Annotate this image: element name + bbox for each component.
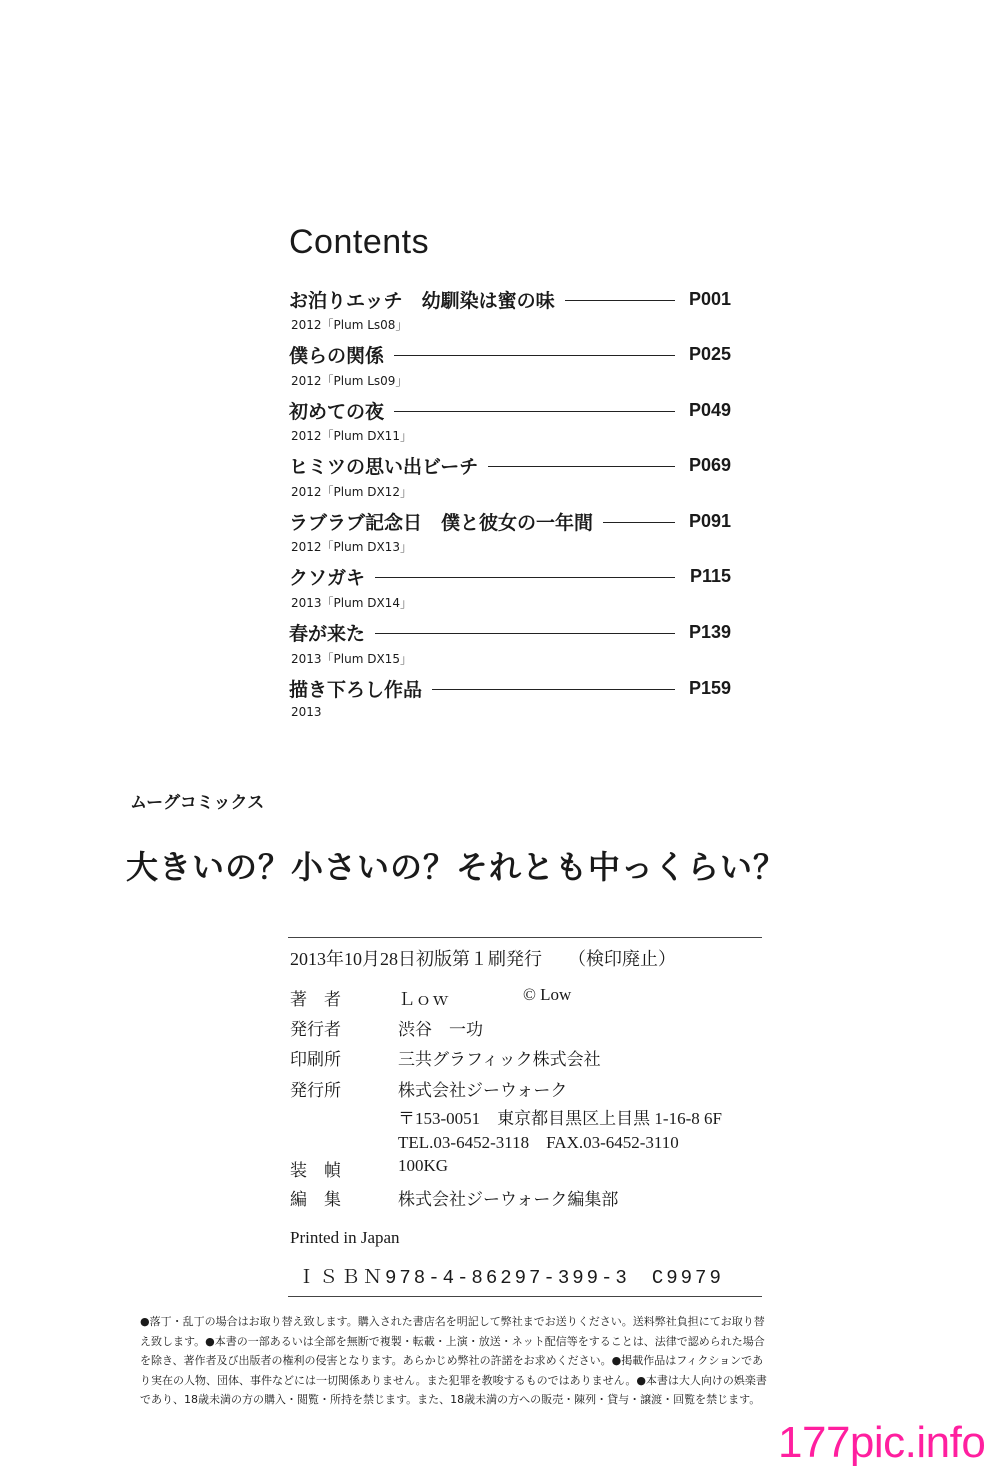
- publisher-contact: TEL.03-6452-3118 FAX.03-6452-3110: [398, 1133, 679, 1152]
- toc-entry-source: 2012「Plum DX12」: [291, 484, 412, 499]
- toc-entry: [289, 397, 731, 453]
- divider-top: [288, 937, 762, 938]
- toc-entry-page: P159: [688, 677, 731, 698]
- toc-entry: [289, 675, 731, 731]
- notice-line: り実在の人物、団体、事件などには一切関係ありません。また犯罪を教唆するものではありません。●本書は大人向けの娯楽書: [140, 1373, 767, 1387]
- toc-entry-page: P001: [688, 288, 731, 309]
- legal-notice: [140, 1312, 860, 1410]
- toc-entry: [289, 453, 731, 509]
- toc-leader-rule: [394, 355, 675, 356]
- toc-leader-rule: [565, 300, 675, 301]
- publication-date: [290, 945, 676, 971]
- colophon-key: 装 幀: [290, 1161, 341, 1180]
- toc-leader-rule: [603, 522, 675, 523]
- contents-heading: Contents: [289, 223, 430, 261]
- publisher-address: 〒153-0051 東京都目黒区上目黒 1-16-8 6F: [398, 1109, 722, 1128]
- imprint-label: ムーグコミックス: [130, 793, 265, 813]
- notice-line: え致します。●本書の一部あるいは全部を無断で複製・転載・上演・放送・ネット配信等をすることは、法律で認められた場合: [140, 1334, 765, 1348]
- isbn: ＩＳＢＮ978-4-86297-399-3 C9979: [297, 1267, 724, 1289]
- colophon-value: Ｌｏｗ: [398, 990, 449, 1009]
- toc-entry-title: 春が来た: [289, 623, 366, 646]
- toc-leader-rule: [375, 577, 675, 578]
- colophon-key: 編 集: [290, 1190, 341, 1209]
- toc-entry: [289, 342, 731, 398]
- colophon-value: 渋谷 一功: [398, 1020, 483, 1039]
- toc-entry-title: ヒミツの思い出ビーチ: [289, 456, 479, 479]
- printed-in: Printed in Japan: [290, 1228, 400, 1247]
- toc-entry-source: 2013「Plum DX14」: [291, 595, 412, 610]
- toc-entry-title: 描き下ろし作品: [289, 678, 423, 701]
- toc-leader-rule: [432, 689, 675, 690]
- toc-leader-rule: [375, 633, 675, 634]
- toc-entry-title: 初めての夜: [289, 400, 385, 423]
- colophon-key: 発行者: [290, 1020, 341, 1039]
- colophon-key: 発行所: [290, 1081, 341, 1100]
- colophon-value: 株式会社ジーウォーク: [398, 1081, 568, 1100]
- toc-entry: [289, 564, 731, 620]
- toc-entry-source: 2012「Plum DX13」: [291, 540, 412, 555]
- book-title: 大きいの？小さいの？それとも中っくらい？: [126, 848, 787, 886]
- publication-date-text: 2013年10月28日初版第１刷発行: [290, 949, 542, 969]
- copyright-notice: © Low: [523, 985, 572, 1004]
- toc-entry-title: お泊りエッチ 幼馴染は蜜の味: [289, 289, 555, 312]
- toc-entry-source: 2012「Plum Ls09」: [291, 373, 408, 388]
- toc-entry-title: 僕らの関係: [289, 345, 385, 368]
- toc-entry-page: P069: [688, 455, 731, 476]
- toc-entry-source: 2013「Plum DX15」: [291, 651, 412, 666]
- toc-entry: [289, 508, 731, 564]
- notice-line: を除き、著作者及び出版者の権利の侵害となります。あらかじめ弊社の許諾をお求めください。●掲載作品はフィクションであ: [140, 1354, 764, 1367]
- stamp-note: （検印廃止）: [568, 949, 676, 969]
- toc-entry: [289, 286, 731, 342]
- toc-entry-source: 2012「Plum DX11」: [291, 429, 412, 444]
- toc-entry-page: P115: [689, 566, 731, 587]
- toc-entry-title: クソガキ: [289, 567, 366, 590]
- toc-leader-rule: [488, 466, 675, 467]
- watermark: 177pic.info: [778, 1418, 986, 1467]
- toc-entry-page: P049: [688, 399, 731, 420]
- toc-entry-source: 2013: [291, 705, 322, 720]
- notice-line: ●落丁・乱丁の場合はお取り替え致します。購入された書店名を明記して弊社までお送りください。送料弊社負担にてお取り替: [140, 1315, 765, 1328]
- toc-leader-rule: [394, 411, 675, 412]
- toc-entry-source: 2012「Plum Ls08」: [291, 318, 408, 332]
- toc-entry-page: P091: [688, 510, 731, 531]
- colophon-key: 著 者: [290, 990, 341, 1009]
- toc-entry-page: P025: [688, 344, 731, 365]
- colophon-value: 100KG: [398, 1156, 449, 1175]
- table-of-contents: [289, 286, 731, 731]
- toc-entry-title: ラブラブ記念日 僕と彼女の一年間: [289, 511, 594, 534]
- divider-bottom: [288, 1296, 762, 1297]
- toc-entry: [289, 620, 731, 676]
- colophon-key: 印刷所: [290, 1050, 341, 1069]
- colophon-value: 三共グラフィック株式会社: [398, 1050, 601, 1069]
- toc-entry-page: P139: [688, 622, 731, 643]
- colophon-value: 株式会社ジーウォーク編集部: [398, 1190, 619, 1209]
- notice-line: であり、18歳未満の方の購入・閲覧・所持を禁じます。また、18歳未満の方への販売・陳列・貸与・譲渡・回覧を禁じます。: [140, 1393, 761, 1406]
